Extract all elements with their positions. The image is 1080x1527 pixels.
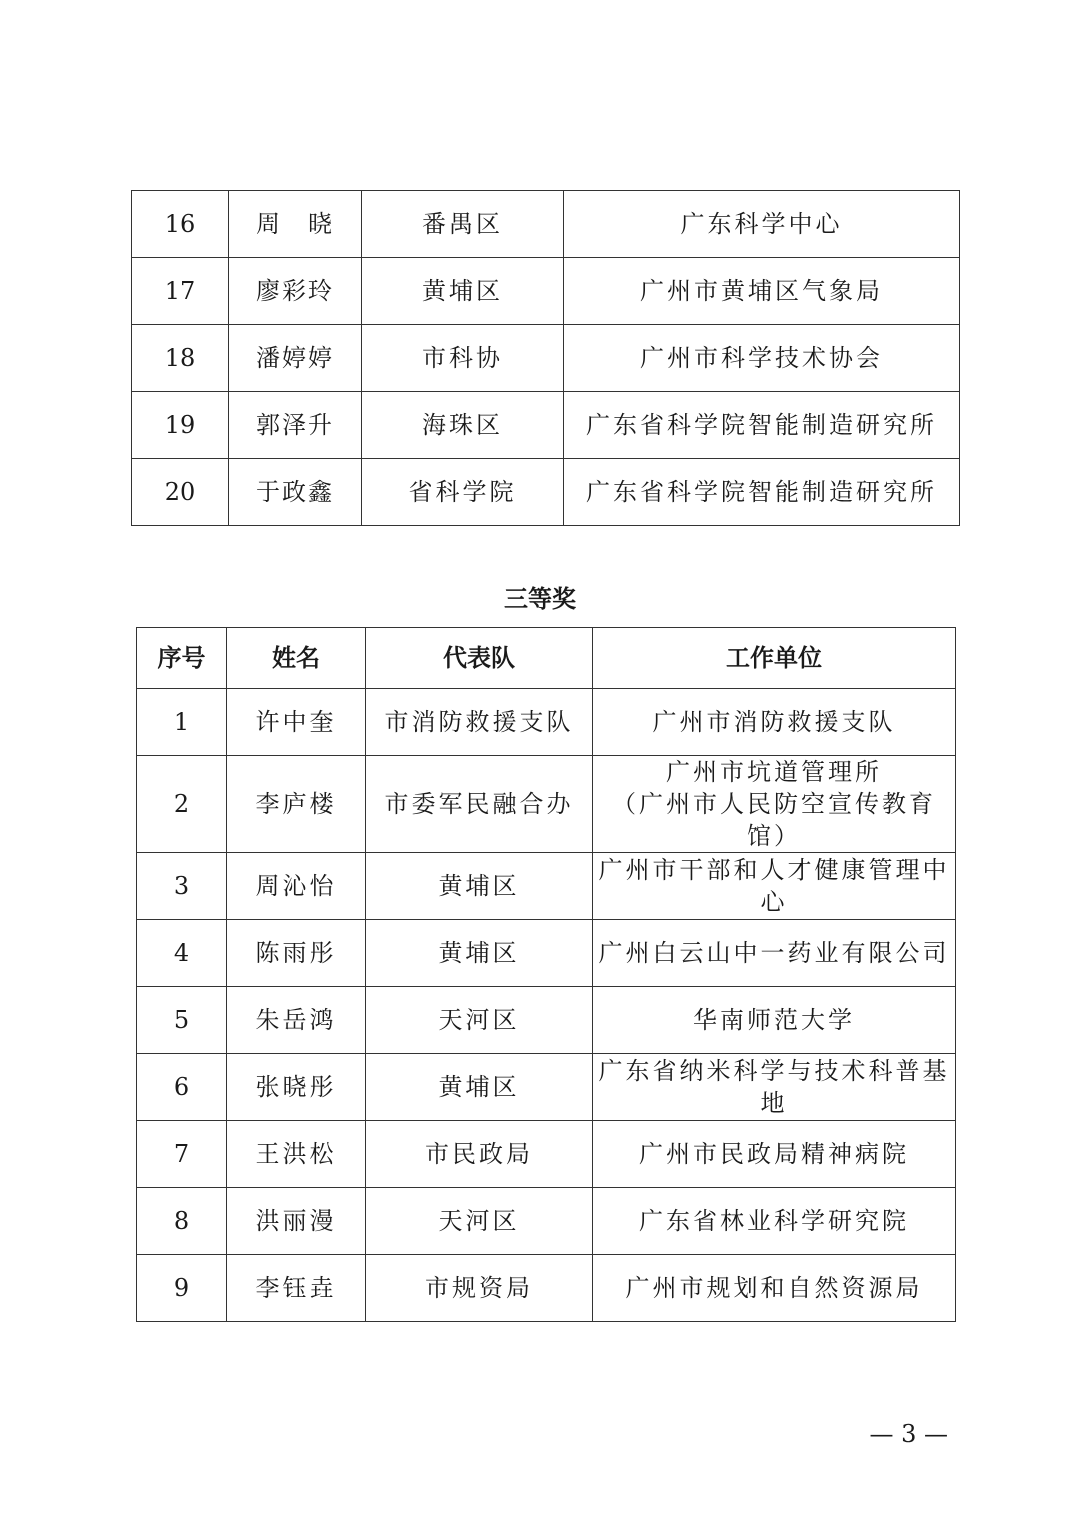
- cell-unit: 华南师范大学: [593, 987, 956, 1054]
- cell-number: 17: [132, 258, 229, 325]
- cell-unit: 广州市民政局精神病院: [593, 1121, 956, 1188]
- cell-number: 9: [137, 1255, 227, 1322]
- cell-name: 周沁怡: [227, 853, 366, 920]
- cell-team: 市科协: [362, 325, 564, 392]
- cell-unit: 广州市规划和自然资源局: [593, 1255, 956, 1322]
- cell-name: 李钰垚: [227, 1255, 366, 1322]
- table-row: [137, 1255, 956, 1322]
- cell-number: 16: [132, 191, 229, 258]
- table-row: [132, 392, 960, 459]
- table-row: [132, 459, 960, 526]
- cell-team: 海珠区: [362, 392, 564, 459]
- header-name: 姓名: [227, 628, 366, 689]
- cell-name: 潘婷婷: [229, 325, 362, 392]
- cell-team: 黄埔区: [366, 1054, 593, 1121]
- cell-unit: [593, 756, 956, 853]
- cell-number: 6: [137, 1054, 227, 1121]
- cell-team: 市委军民融合办: [366, 756, 593, 853]
- cell-team: 黄埔区: [366, 920, 593, 987]
- table-row: [132, 325, 960, 392]
- second-prize-table-continued: [131, 190, 960, 526]
- cell-unit: 广东科学中心: [564, 191, 960, 258]
- cell-unit-line1: 广州市坑道管理所: [666, 758, 882, 786]
- cell-name: 于政鑫: [229, 459, 362, 526]
- cell-team: 天河区: [366, 1188, 593, 1255]
- cell-team: 黄埔区: [366, 853, 593, 920]
- cell-name: 洪丽漫: [227, 1188, 366, 1255]
- cell-name: 李庐楼: [227, 756, 366, 853]
- cell-unit: 广州市黄埔区气象局: [564, 258, 960, 325]
- cell-name: 张晓彤: [227, 1054, 366, 1121]
- table-row: [137, 1121, 956, 1188]
- cell-unit: 广东省科学院智能制造研究所: [564, 459, 960, 526]
- cell-number: 19: [132, 392, 229, 459]
- cell-unit: 广州白云山中一药业有限公司: [593, 920, 956, 987]
- cell-unit-line2: （广州市人民防空宣传教育馆）: [612, 790, 936, 850]
- cell-name: 周 晓: [229, 191, 362, 258]
- cell-team: 番禺区: [362, 191, 564, 258]
- cell-number: 1: [137, 689, 227, 756]
- cell-team: 市消防救援支队: [366, 689, 593, 756]
- table-body: [132, 191, 960, 526]
- table-row: [137, 987, 956, 1054]
- cell-number: 7: [137, 1121, 227, 1188]
- cell-number: 8: [137, 1188, 227, 1255]
- cell-number: 2: [137, 756, 227, 853]
- cell-unit: 广东省林业科学研究院: [593, 1188, 956, 1255]
- table-row: [137, 1054, 956, 1121]
- cell-unit: 广州市消防救援支队: [593, 689, 956, 756]
- cell-team: 天河区: [366, 987, 593, 1054]
- table-row: [137, 1188, 956, 1255]
- table-row: [137, 756, 956, 853]
- cell-number: 4: [137, 920, 227, 987]
- cell-team: 市民政局: [366, 1121, 593, 1188]
- cell-unit: 广州市科学技术协会: [564, 325, 960, 392]
- table-body: [137, 689, 956, 1322]
- cell-name: 郭泽升: [229, 392, 362, 459]
- cell-team: 黄埔区: [362, 258, 564, 325]
- cell-number: 18: [132, 325, 229, 392]
- table-row: [132, 191, 960, 258]
- table-row: [132, 258, 960, 325]
- cell-number: 5: [137, 987, 227, 1054]
- cell-number: 3: [137, 853, 227, 920]
- table-row: [137, 853, 956, 920]
- table-row: [137, 920, 956, 987]
- table-header-row: [137, 628, 956, 689]
- cell-team: 市规资局: [366, 1255, 593, 1322]
- header-team: 代表队: [366, 628, 593, 689]
- cell-number: 20: [132, 459, 229, 526]
- section-title: 三等奖: [504, 585, 576, 613]
- header-num: 序号: [137, 628, 227, 689]
- page-number: — 3 —: [869, 1420, 948, 1448]
- table-row: [137, 689, 956, 756]
- third-prize-table: [136, 627, 956, 1322]
- cell-unit: 广东省科学院智能制造研究所: [564, 392, 960, 459]
- cell-team: 省科学院: [362, 459, 564, 526]
- cell-unit: 广东省纳米科学与技术科普基地: [593, 1054, 956, 1121]
- cell-name: 陈雨彤: [227, 920, 366, 987]
- cell-unit: 广州市干部和人才健康管理中心: [593, 853, 956, 920]
- cell-name: 许中奎: [227, 689, 366, 756]
- cell-name: 廖彩玲: [229, 258, 362, 325]
- cell-name: 朱岳鸿: [227, 987, 366, 1054]
- header-unit: 工作单位: [593, 628, 956, 689]
- cell-name: 王洪松: [227, 1121, 366, 1188]
